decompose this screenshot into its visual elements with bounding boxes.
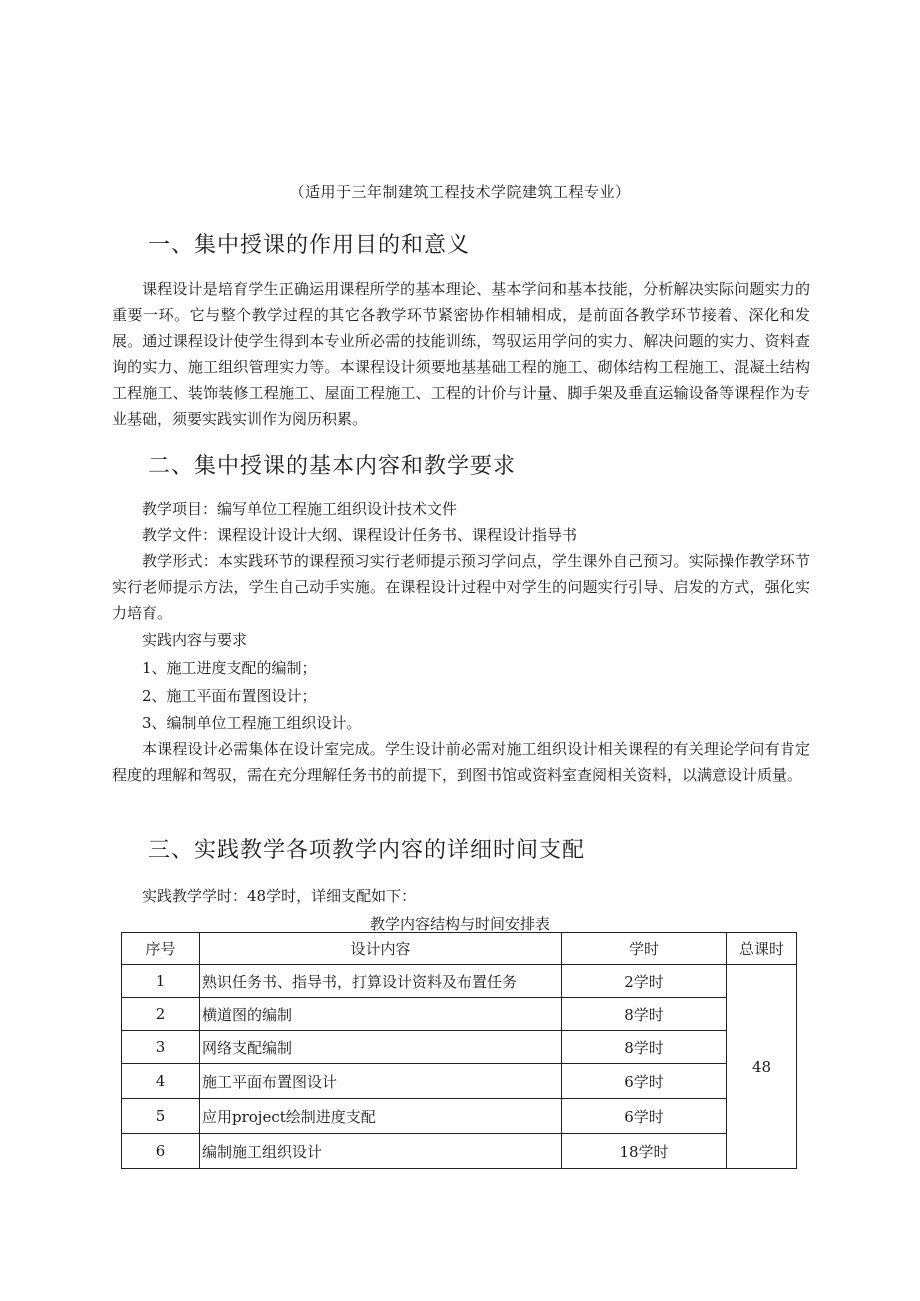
section3-intro: 实践教学学时：48学时，详细支配如下： <box>142 887 417 905</box>
requirement-3: 3、编制单位工程施工组织设计。 <box>142 714 362 732</box>
row-hours: 8学时 <box>562 998 727 1031</box>
row-content: 编制施工组织设计 <box>200 1134 562 1169</box>
section3-heading: 三、实践教学各项教学内容的详细时间支配 <box>148 838 586 863</box>
row-no: 6 <box>122 1134 200 1169</box>
document-subtitle: （适用于三年制建筑工程技术学院建筑工程专业） <box>289 183 631 201</box>
header-content: 设计内容 <box>200 933 562 965</box>
header-hours: 学时 <box>562 933 727 965</box>
table-header-row <box>122 933 797 965</box>
row-hours: 6学时 <box>562 1099 727 1134</box>
row-content: 熟识任务书、指导书，打算设计资料及布置任务 <box>200 965 562 998</box>
row-content: 应用project绘制进度支配 <box>200 1099 562 1134</box>
row-no: 2 <box>122 998 200 1031</box>
teaching-documents: 教学文件：课程设计设计大纲、课程设计任务书、课程设计指导书 <box>142 526 578 544</box>
header-no: 序号 <box>122 933 200 965</box>
row-content: 横道图的编制 <box>200 998 562 1031</box>
row-hours: 18学时 <box>562 1134 727 1169</box>
closing-paragraph: 本课程设计必需集体在设计室完成。学生设计前必需对施工组织设计相关课程的有关理论学问有肯定程度的理解和驾驭，需在充分理解任务书的前提下，到图书馆或资料室查阅相关资料，以满意设计质量。 <box>112 740 810 784</box>
teaching-form: 教学形式：本实践环节的课程预习实行老师提示预习学问点，学生课外自己预习。实际操作教学环节实行老师提示方法，学生自己动手实施。在课程设计过程中对学生的问题实行引导、启发的方式，强化实力培育。 <box>112 552 810 622</box>
total-hours: 48 <box>727 965 797 1169</box>
row-no: 5 <box>122 1099 200 1134</box>
table-row <box>122 965 797 998</box>
table-row <box>122 1031 797 1064</box>
table-row <box>122 1099 797 1134</box>
requirement-2: 2、施工平面布置图设计； <box>142 687 317 705</box>
section1-paragraph: 课程设计是培育学生正确运用课程所学的基本理论、基本学问和基本技能，分析解决实际问题实力的重要一环。它与整个教学过程的其它各教学环节紧密协作相辅相成，是前面各教学环节接着、深化和发展。通过课程设计使学生得到本专业所必需的技能训练，驾驭运用学问的实力、解决问题的实力、资料查询的实力、施工组织管理实力等。本课程设计须要地基基础工程的施工、砌体结构工程施工、混凝土结构工程施工、装饰装修工程施工、屋面工程施工、工程的计价与计量、脚手架及垂直运输设备等课程作为专业基础，须要实践实训作为阅历积累。 <box>112 280 810 428</box>
teaching-project: 教学项目：编写单位工程施工组织设计技术文件 <box>142 500 458 518</box>
row-hours: 8学时 <box>562 1031 727 1064</box>
practice-title: 实践内容与要求 <box>142 631 248 649</box>
schedule-table <box>121 932 797 1169</box>
row-content: 施工平面布置图设计 <box>200 1064 562 1099</box>
row-hours: 2学时 <box>562 965 727 998</box>
table-row <box>122 1134 797 1169</box>
row-no: 1 <box>122 965 200 998</box>
row-content: 网络支配编制 <box>200 1031 562 1064</box>
header-total: 总课时 <box>727 933 797 965</box>
table-row <box>122 998 797 1031</box>
section2-heading: 二、集中授课的基本内容和教学要求 <box>148 454 517 479</box>
table-caption: 教学内容结构与时间安排表 <box>369 915 550 933</box>
table-row <box>122 1064 797 1099</box>
section1-heading: 一、集中授课的作用目的和意义 <box>148 233 471 258</box>
row-no: 3 <box>122 1031 200 1064</box>
requirement-1: 1、施工进度支配的编制； <box>142 659 317 677</box>
row-hours: 6学时 <box>562 1064 727 1099</box>
row-no: 4 <box>122 1064 200 1099</box>
